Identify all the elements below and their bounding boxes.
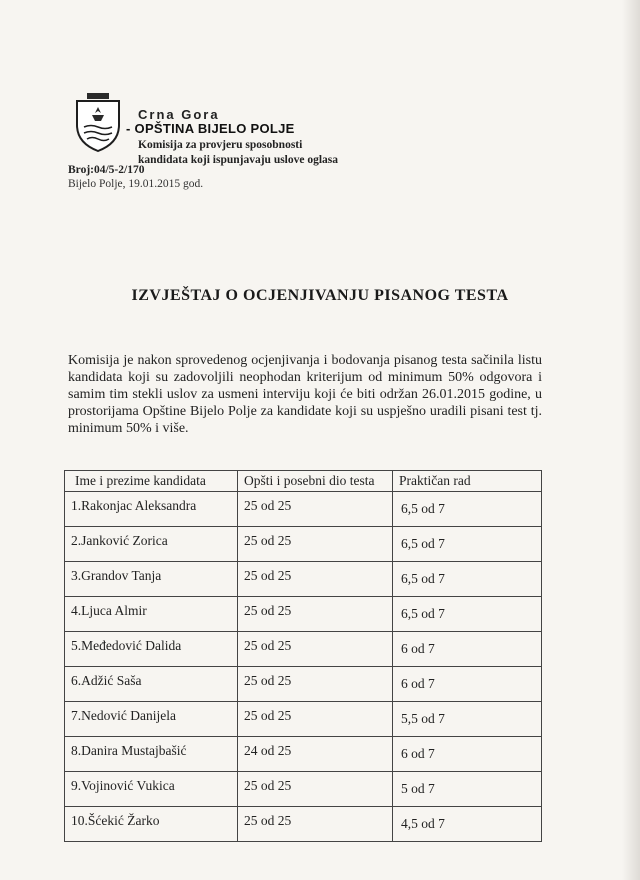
coat-of-arms-icon <box>74 93 122 153</box>
candidate-name-cell: 6.Adžić Saša <box>65 667 238 702</box>
table-row <box>65 527 542 562</box>
document-title: IZVJEŠTAJ O OCJENJIVANJU PISANOG TESTA <box>131 287 509 304</box>
commission-line-2: kandidata koji ispunjavaju uslove oglasa <box>138 154 339 166</box>
table-row <box>65 702 542 737</box>
reference-number: Broj:04/5-2/170 <box>68 164 145 176</box>
candidate-name-cell: 5.Međedović Dalida <box>65 632 238 667</box>
country-name: Crna Gora <box>138 107 220 122</box>
candidate-name-cell: 9.Vojinović Vukica <box>65 772 238 807</box>
test-score-cell: 25 od 25 <box>238 492 393 527</box>
municipality-name: - OPŠTINA BIJELO POLJE <box>126 121 295 136</box>
test-score-cell: 25 od 25 <box>238 562 393 597</box>
practical-score-cell: 4,5 od 7 <box>393 807 542 842</box>
table-row <box>65 807 542 842</box>
table-row <box>65 492 542 527</box>
practical-score-cell: 6,5 od 7 <box>393 492 542 527</box>
practical-score-cell: 5,5 od 7 <box>393 702 542 737</box>
header-practical-score: Praktičan rad <box>393 471 542 492</box>
crown-icon <box>87 93 109 99</box>
results-table-body <box>65 492 542 842</box>
table-row <box>65 597 542 632</box>
test-score-cell: 25 od 25 <box>238 667 393 702</box>
commission-name <box>138 138 398 168</box>
commission-line-1: Komisija za provjeru sposobnosti <box>138 139 303 151</box>
practical-score-cell: 6 od 7 <box>393 667 542 702</box>
candidate-name-cell: 10.Šćekić Žarko <box>65 807 238 842</box>
table-row <box>65 737 542 772</box>
practical-score-cell: 6,5 od 7 <box>393 562 542 597</box>
table-row <box>65 772 542 807</box>
candidate-name-cell: 3.Grandov Tanja <box>65 562 238 597</box>
body-paragraph: Komisija je nakon sprovedenog ocjenjivanja i bodovanja pisanog testa sačinila listu kandidata koji su zadovoljili neophodan kriterijum od minimum 50% odgovora i samim tim stekli uslov za usmeni interviju koji će biti održan 26.01.2015 godine, u prostorijama Opštine Bijelo Polje za kandidate koji su uspješno uradili pisani test tj. minimum 50% i više. <box>68 353 542 436</box>
candidate-name-cell: 7.Nedović Danijela <box>65 702 238 737</box>
test-score-cell: 25 od 25 <box>238 527 393 562</box>
test-score-cell: 25 od 25 <box>238 632 393 667</box>
scan-edge-shadow <box>622 0 640 880</box>
table-header-row <box>65 471 542 492</box>
table-row <box>65 667 542 702</box>
results-table <box>64 470 542 842</box>
practical-score-cell: 6,5 od 7 <box>393 527 542 562</box>
header-test-score: Opšti i posebni dio testa <box>238 471 393 492</box>
candidate-name-cell: 4.Ljuca Almir <box>65 597 238 632</box>
test-score-cell: 25 od 25 <box>238 702 393 737</box>
practical-score-cell: 6 od 7 <box>393 632 542 667</box>
test-score-cell: 25 od 25 <box>238 597 393 632</box>
test-score-cell: 25 od 25 <box>238 807 393 842</box>
practical-score-cell: 6 od 7 <box>393 737 542 772</box>
practical-score-cell: 5 od 7 <box>393 772 542 807</box>
header-candidate-name: Ime i prezime kandidata <box>65 471 238 492</box>
test-score-cell: 25 od 25 <box>238 772 393 807</box>
table-row <box>65 632 542 667</box>
table-row <box>65 562 542 597</box>
candidate-name-cell: 2.Janković Zorica <box>65 527 238 562</box>
test-score-cell: 24 od 25 <box>238 737 393 772</box>
place-and-date: Bijelo Polje, 19.01.2015 god. <box>68 178 204 190</box>
candidate-name-cell: 8.Danira Mustajbašić <box>65 737 238 772</box>
candidate-name-cell: 1.Rakonjac Aleksandra <box>65 492 238 527</box>
practical-score-cell: 6,5 od 7 <box>393 597 542 632</box>
